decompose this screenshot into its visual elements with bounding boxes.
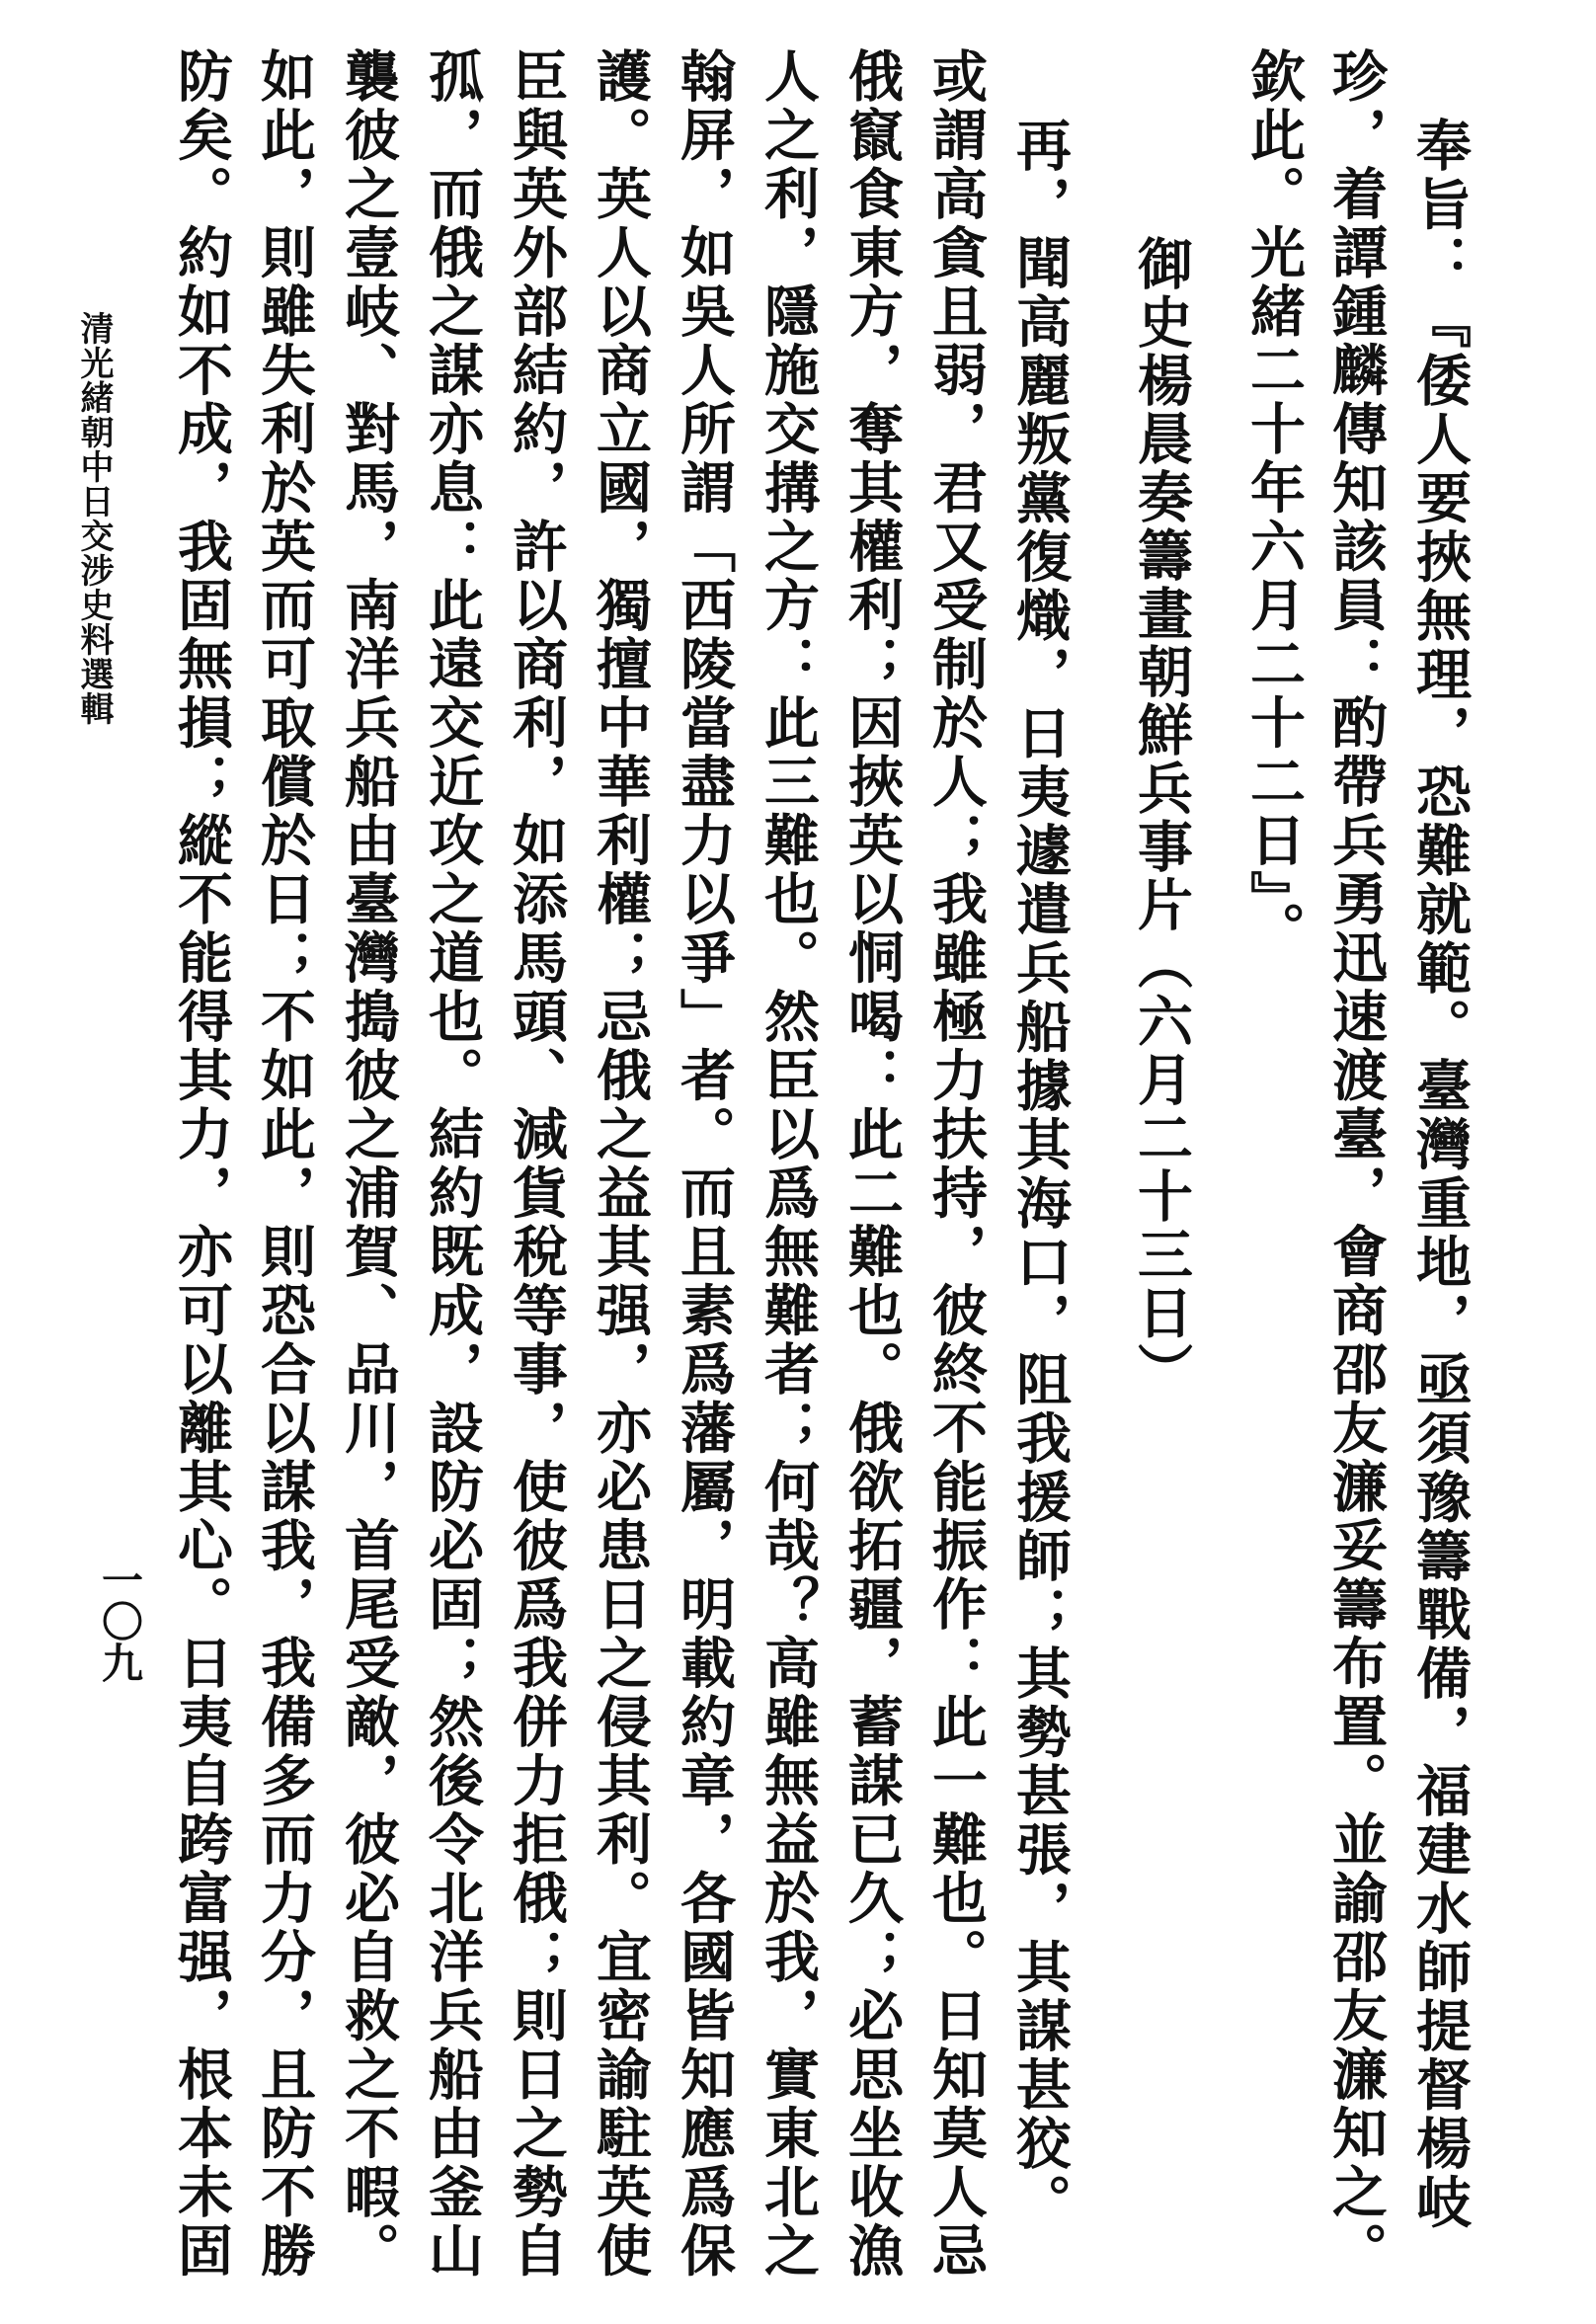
text-column-9: 護。英人以商立國，獨擅中華利權；忌俄之益其强，亦必患日之侵其利。宜密諭駐英使 [588, 47, 653, 2281]
book-title: 清光緒朝中日交涉史料選輯 [74, 311, 114, 726]
text-column-5: 或謂高貪且弱，君又受制於人；我雖極力扶持，彼終不能振作：此一難也。日知莫人忌 [923, 47, 989, 2281]
text-column-6: 俄竄食東方，奪其權利；因挾英以恫喝：此二難也。俄欲拓疆，蓄謀已久；必思坐收漁 [839, 47, 905, 2281]
page-number: 一〇九 [96, 1559, 144, 1683]
text-column-8: 翰屏，如吳人所謂「西陵當盡力以爭」者。而且素爲藩屬，明載約章，各國皆知應爲保 [672, 47, 737, 2281]
text-column-3: 欽此。光緒二十年六月二十二日』。 [1241, 47, 1307, 960]
text-column-11: 孤，而俄之謀亦息：此遠交近攻之道也。結約既成，設防必固；然後令北洋兵船由釜山 [420, 47, 485, 2281]
text-column-14: 防矣。約如不成，我固無損；縱不能得其力，亦可以離其心。日夷自跨富强，根本未固 [169, 47, 234, 2281]
text-column-1: 奉旨：『倭人要挾無理，恐難就範。臺灣重地，亟須豫籌戰備，福建水師提督楊岐 [1407, 117, 1473, 2232]
text-column-12: 襲彼之壹岐、對馬，南洋兵船由臺灣搗彼之浦賀、品川，首尾受敵，彼必自救之不暇。 [336, 47, 401, 2281]
text-column-13: 如此，則雖失利於英而可取償於日；不如此，則恐合以謀我，我備多而力分，且防不勝 [252, 47, 317, 2281]
text-column-2: 珍，着譚鍾麟傳知該員：酌帶兵勇迅速渡臺，會商邵友濂妥籌布置。並諭邵友濂知之。 [1323, 47, 1389, 2281]
text-column-7: 人之利，隱施交搆之方：此三難也。然臣以爲無難者；何哉？高雖無益於我，實東北之 [756, 47, 821, 2281]
text-column-4: 再，聞高麗叛黨復熾，日夷遽遣兵船據其海口，阻我援師；其勢甚張，其謀甚狡。 [1007, 117, 1073, 2232]
text-column-10: 臣與英外部結約，許以商利，如添馬頭、減貨稅等事，使彼爲我併力拒俄；則日之勢自 [504, 47, 569, 2281]
section-title: 御史楊晨奏籌畫朝鮮兵事片（六月二十三日） [1129, 235, 1194, 1401]
